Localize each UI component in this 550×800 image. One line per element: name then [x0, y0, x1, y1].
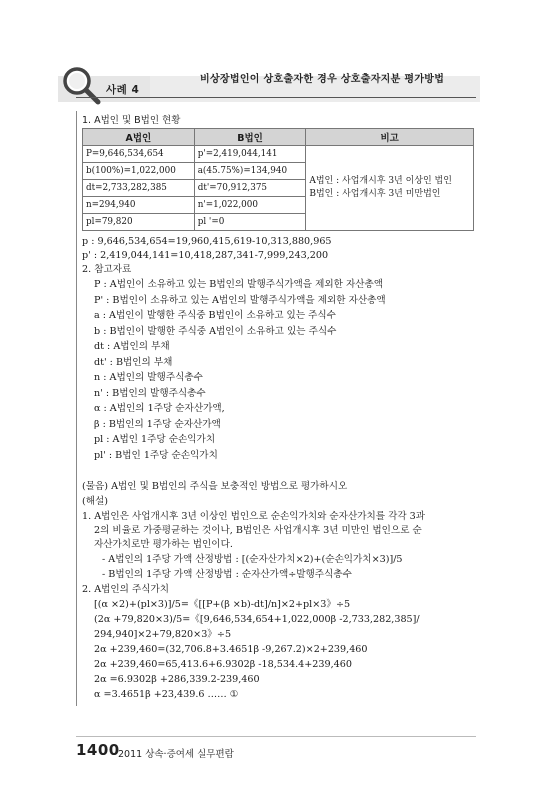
question-text: (물음) A법인 및 B법인의 주식을 보충적인 방법으로 평가하시오: [82, 481, 348, 492]
page-number: 1400: [76, 741, 120, 759]
table-cell: n=294,940: [83, 197, 195, 214]
table-note-cell: [306, 146, 474, 231]
equation-line: (2α +79,820×3)/5=《[9,646,534,654+1,022,000β -2,733,282,385]/: [94, 614, 420, 625]
case-label: 사례 4: [106, 84, 140, 96]
note-line: A법인 : 사업개시후 3년 이상인 법인: [309, 175, 452, 186]
table-row: [83, 146, 474, 163]
calc-p: p : 9,646,534,654=19,960,415,619-10,313,880,965: [82, 236, 332, 247]
table-cell: p'=2,419,044,141: [194, 146, 306, 163]
magnifier-icon: [60, 64, 104, 108]
reference-item: n' : B법인의 발행주식총수: [94, 387, 206, 399]
case-title: 비상장법인이 상호출자한 경우 상호출자지분 평가방법: [200, 74, 445, 85]
equation-line: α =3.4651β +23,439.6 …… ①: [94, 689, 239, 700]
reference-item: α : A법인의 1주당 순자산가액,: [94, 403, 225, 414]
reference-item: pl' : B법인 1주당 순손익가치: [94, 449, 218, 461]
equation-line: 2α +239,460=(32,706.8+3.4651β -9,267.2)×2+239,460: [94, 644, 368, 655]
table-cell: n'=1,022,000: [194, 197, 306, 214]
reference-item: n : A법인의 발행주식총수: [94, 372, 203, 383]
equation-line: [(α ×2)+(pl×3)]/5=《[[P+(β ×b)-dt]/n]×2+pl×3》÷5: [94, 599, 351, 610]
table-cell: dt=2,733,282,385: [83, 180, 195, 197]
method-b: - B법인의 1주당 가액 산정방법 : 순자산가액÷발행주식총수: [102, 569, 352, 580]
reference-item: β : B법인의 1주당 순자산가액: [94, 418, 221, 430]
section1-heading: 1. A법인 및 B법인 현황: [82, 115, 181, 126]
reference-item: dt : A법인의 부채: [94, 341, 170, 352]
table-cell: pl '=0: [194, 214, 306, 231]
case-header: [0, 58, 550, 118]
answer-heading: (해설): [82, 496, 109, 507]
book-title: 2011 상속·증여세 실무편람: [118, 749, 234, 760]
table-cell: pl=79,820: [83, 214, 195, 231]
table-cell: b(100%)=1,022,000: [83, 163, 195, 180]
company-status-table: [82, 128, 474, 231]
equation-line: 2α +239,460=65,413.6+6.9302β -18,534.4+239,460: [94, 659, 352, 670]
footer-rule: [76, 736, 476, 737]
reference-item: a : A법인이 발행한 주식중 B법인이 소유하고 있는 주식수: [94, 310, 336, 321]
table-header-a: A법인: [83, 129, 195, 146]
calc-p-prime: p' : 2,419,044,141=10,418,287,341-7,999,243,200: [82, 250, 329, 261]
section2-heading: 2. 참고자료: [82, 264, 132, 275]
method-a: - A법인의 1주당 가액 산정방법 : [(순자산가치×2)+(순손익가치×3)]/5: [102, 554, 403, 565]
table-cell: dt'=70,912,375: [194, 180, 306, 197]
answer-p2-heading: 2. A법인의 주식가치: [82, 584, 170, 595]
table-cell: P=9,646,534,654: [83, 146, 195, 163]
table-header-b: B법인: [194, 129, 306, 146]
note-line: B법인 : 사업개시후 3년 미만법인: [309, 189, 441, 199]
equation-line: 294,940]×2+79,820×3》÷5: [94, 629, 232, 640]
answer-p1-line1: 1. A법인은 사업개시후 3년 이상인 법인으로 순손익가치와 순자산가치를 각각 3과: [82, 511, 426, 522]
table-header-note: 비고: [306, 129, 474, 146]
answer-p1-line2: 2의 비율로 가중평균하는 것이나, B법인은 사업개시후 3년 미만인 법인으로 순: [94, 525, 422, 536]
equation-line: 2α =6.9302β +286,339.2-239,460: [94, 674, 260, 685]
reference-item: dt' : B법인의 부채: [94, 356, 173, 368]
reference-item: pl : A법인 1주당 순손익가치: [94, 434, 216, 445]
reference-item: P' : B법인이 소유하고 있는 A법인의 발행주식가액을 제외한 자산총액: [94, 294, 386, 306]
header-rule: [76, 97, 476, 98]
table-cell: a(45.75%)=134,940: [194, 163, 306, 180]
reference-item: P : A법인이 소유하고 있는 B법인의 발행주식가액을 제외한 자산총액: [94, 279, 384, 290]
table-header-row: [83, 129, 474, 146]
answer-p1-line3: 자산가치로만 평가하는 법인이다.: [94, 539, 233, 550]
reference-item: b : B법인이 발행한 주식중 A법인이 소유하고 있는 주식수: [94, 325, 337, 337]
